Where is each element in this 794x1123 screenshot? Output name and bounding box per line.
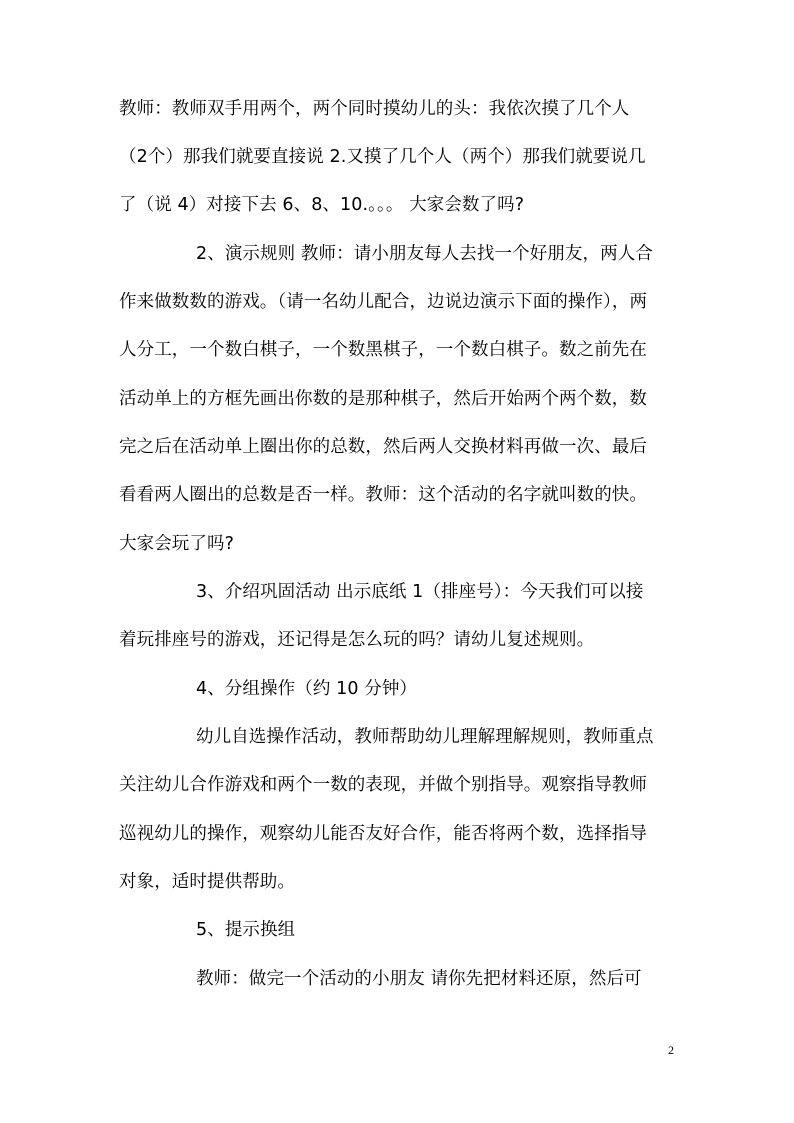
text-line: 着玩排座号的游戏，还记得是怎么玩的吗？请幼儿复述规则。 bbox=[119, 630, 595, 650]
text-line: 关注幼儿合作游戏和两个一数的表现，并做个别指导。观察指导教师 bbox=[119, 775, 647, 795]
text-line: 对象，适时提供帮助。 bbox=[119, 872, 295, 892]
text-line: 教师：教师双手用两个，两个同时摸幼儿的头：我依次摸了几个人 bbox=[119, 99, 630, 119]
text-line: 幼儿自选操作活动，教师帮助幼儿理解理解规则，教师重点 bbox=[196, 727, 654, 747]
text-line: 完之后在活动单上圈出你的总数，然后两人交换材料再做一次、最后 bbox=[119, 437, 647, 457]
text-line: 4、分组操作（约 10 分钟） bbox=[196, 679, 418, 699]
text-line: 了（说 4）对接下去 6、8、10.。。。 大家会数了吗? bbox=[119, 195, 525, 215]
text-line: 作来做数数的游戏。（请一名幼儿配合，边说边演示下面的操作），两 bbox=[119, 292, 648, 312]
text-line: 3、介绍巩固活动 出示底纸 1（排座号）：今天我们可以接 bbox=[196, 582, 644, 602]
text-line: 看看两人圈出的总数是否一样。教师：这个活动的名字就叫数的快。 bbox=[119, 485, 647, 505]
text-line: 5、提示换组 bbox=[196, 920, 296, 940]
page-number: 2 bbox=[668, 1043, 674, 1057]
text-line: 2、演示规则 教师：请小朋友每人去找一个好朋友，两人合 bbox=[196, 244, 653, 264]
text-line: 人分工，一个数白棋子，一个数黑棋子，一个数白棋子。数之前先在 bbox=[119, 340, 647, 360]
text-line: 巡视幼儿的操作，观察幼儿能否友好合作，能否将两个数，选择指导 bbox=[119, 824, 647, 844]
text-line: （2个）那我们就要直接说 2.又摸了几个人（两个）那我们就要说几 bbox=[119, 147, 646, 167]
text-line: 大家会玩了吗? bbox=[119, 534, 234, 554]
text-line: 活动单上的方框先画出你数的是那种棋子，然后开始两个两个数，数 bbox=[119, 389, 647, 409]
text-line: 教师：做完一个活动的小朋友 请你先把材料还原，然后可 bbox=[196, 969, 642, 989]
